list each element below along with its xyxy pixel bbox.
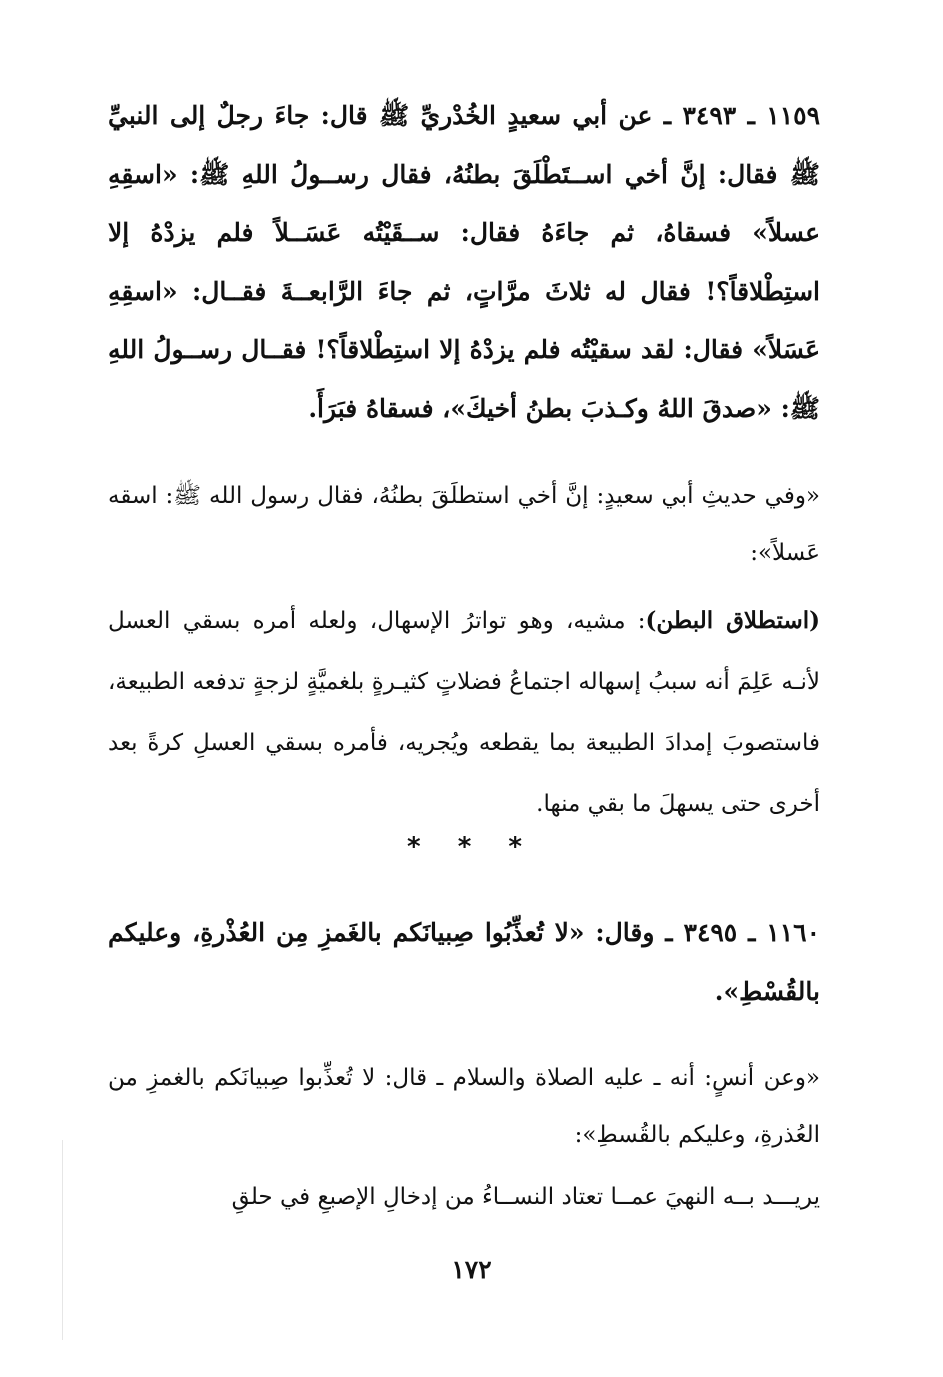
section-divider: * * * [407,832,536,862]
commentary-body: : مشيه، وهو تواترُ الإسهال، ولعله أمره بسقي العسل لأنـه عَلِمَ أنه سببُ إسهاله اجتماعُ فضلاتٍ كثيـرةٍ بلغميَّةٍ لزجةٍ تدفعه الطبيعة، فاستصوبَ إمدادَ الطبيعة بما يقطعه ويُجريه، فأمره بسقي العسلِ كرةً بعد أخرى حتى يسهلَ ما بقي منها. [108,608,820,817]
commentary-1159 [108,590,820,835]
page-margin-line [62,1140,63,1340]
quote-1159: «وفي حديثِ أبي سعيدٍ: إنَّ أخي استطلَقَ بطنُهُ، فقال رسول الله ﷺ: اسقه عَسلاً»: [108,483,820,566]
quote-1160: «وعن أنسٍ: أنه ـ عليه الصلاة والسلام ـ قال: لا تُعذِّبوا صِبيانَكم بالغمزِ من العُذرةِ، وعليكم بالقُسطِ»: [108,1065,820,1148]
commentary-term: (استطلاق البطن) [645,607,821,634]
hadith-1160: ١١٦٠ ـ ٣٤٩٥ ـ وقال: «لا تُعذِّبُوا صِبيانَكم بالغَمزِ مِن العُذْرةِ، وعليكم بالقُسْطِ». [108,918,821,1006]
commentary-1160: يريـــد بــه النهيَ عمــا تعتاد النســاءُ من إدخالِ الإصبعِ في حلقِ [231,1184,820,1210]
page-number: ١٧٢ [451,1255,492,1284]
hadith-1159: ١١٥٩ ـ ٣٤٩٣ ـ عن أبي سعيدٍ الخُدْريِّ ﷺ قال: جاءَ رجلٌ إلى النبيِّ ﷺ فقال: إنَّ أخي اســتَطْلَقَ بطنُهُ، فقال رســولُ اللهِ ﷺ: «اسقِهِ عسلاً» فسقاهُ، ثم جاءَهُ فقال: ســقَيْتُه عَسَــلاً فلم يزدْهُ إلا استِطْلاقاً؟! فقال له ثلاثَ مرَّاتٍ، ثم جاءَ الرَّابعــةَ فقــال: «اسقِهِ عَسَلاً» فقال: لقد سقيْتُه فلم يزدْهُ إلا استِطْلاقاً؟! فقــال رســولُ اللهِ ﷺ: «صدقَ اللهُ وكـذبَ بطنُ أخيكَ»، فسقاهُ فبَرَأَ. [108,101,820,423]
